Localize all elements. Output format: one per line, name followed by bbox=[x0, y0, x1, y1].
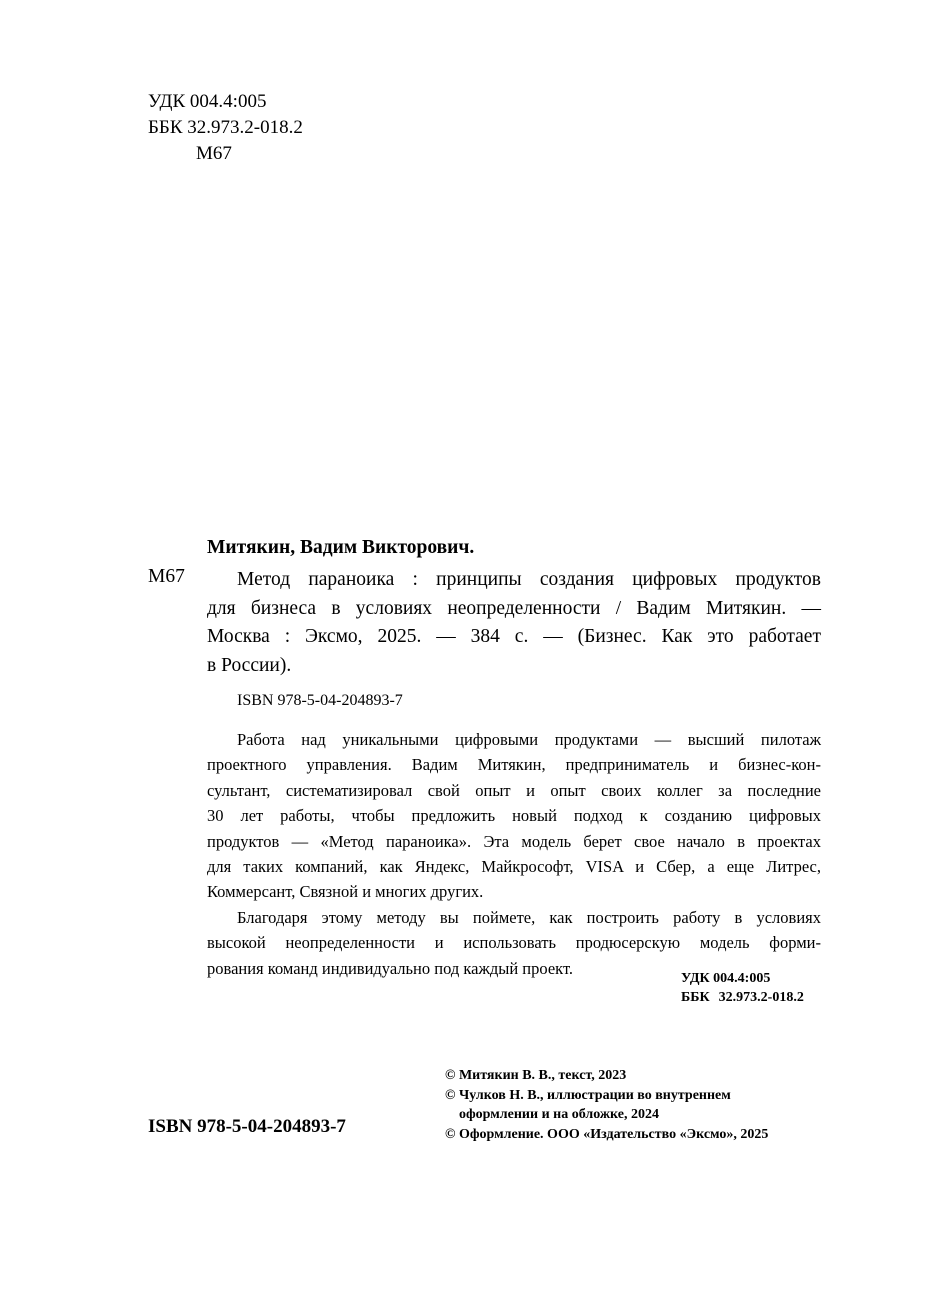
author-heading: Митякин, Вадим Викторович. bbox=[207, 537, 475, 558]
copyright-illustrations-cont: оформлении и на обложке, 2024 bbox=[459, 1107, 659, 1122]
bbk-value: 32.973.2-018.2 bbox=[718, 990, 804, 1005]
entry-cutter-code: М67 bbox=[148, 566, 185, 587]
annotation-line: Коммерсант, Связной и многих других. bbox=[207, 882, 484, 902]
annotation-line: Благодаря этому методу вы поймете, как построить работу в условиях bbox=[237, 907, 821, 927]
catalog-codes-bottom bbox=[681, 969, 804, 1007]
udk-value: 004.4:005 bbox=[713, 971, 771, 986]
description-line: для бизнеса в условиях неопределенности / Вадим Митякин. — bbox=[207, 597, 821, 619]
annotation-line: высокой неопределенности и использовать продюсерскую модель форми- bbox=[207, 933, 821, 953]
annotation-line: рования команд индивидуально под каждый проект. bbox=[207, 958, 574, 978]
udk-label: УДК bbox=[681, 971, 710, 986]
author-cutter-code: М67 bbox=[196, 143, 232, 164]
bbk-code-bottom bbox=[681, 988, 804, 1007]
annotation-line: Работа над уникальными цифровыми продуктами — высший пилотаж bbox=[237, 730, 821, 749]
description-line: Метод параноика : принципы создания цифровых продуктов bbox=[237, 569, 821, 590]
annotation-line: проектного управления. Вадим Митякин, предприниматель и бизнес-кон- bbox=[207, 755, 821, 775]
bibliographic-description bbox=[207, 566, 821, 680]
description-line: в России). bbox=[207, 654, 292, 676]
copyright-text: © Митякин В. В., текст, 2023 bbox=[445, 1068, 627, 1083]
bbk-code: ББК 32.973.2-018.2 bbox=[148, 117, 303, 138]
udk-code: УДК 004.4:005 bbox=[148, 91, 267, 112]
annotation-line: 30 лет работы, чтобы предложить новый подход к созданию цифровых bbox=[207, 806, 821, 826]
bbk-label: ББК bbox=[681, 990, 710, 1005]
udk-code-bottom bbox=[681, 969, 804, 988]
annotation-line: продуктов — «Метод параноика». Эта модель берет свое начало в проектах bbox=[207, 831, 821, 851]
copyright-illustrations: © Чулков Н. В., иллюстрации во внутреннем bbox=[445, 1087, 731, 1103]
annotation bbox=[207, 727, 821, 981]
isbn-bottom: ISBN 978-5-04-204893-7 bbox=[148, 1116, 346, 1137]
catalog-codes bbox=[148, 89, 303, 167]
entry-isbn: ISBN 978-5-04-204893-7 bbox=[237, 692, 403, 709]
copyright-block bbox=[445, 1066, 768, 1144]
annotation-line: сультант, систематизировал свой опыт и опыт своих коллег за последние bbox=[207, 780, 821, 800]
description-line: Москва : Эксмо, 2025. — 384 с. — (Бизнес. Как это работает bbox=[207, 626, 821, 647]
annotation-line: для таких компаний, как Яндекс, Майкрософт, VISA и Сбер, а еще Литрес, bbox=[207, 857, 821, 877]
copyright-design: © Оформление. ООО «Издательство «Эксмо», 2025 bbox=[445, 1126, 769, 1142]
